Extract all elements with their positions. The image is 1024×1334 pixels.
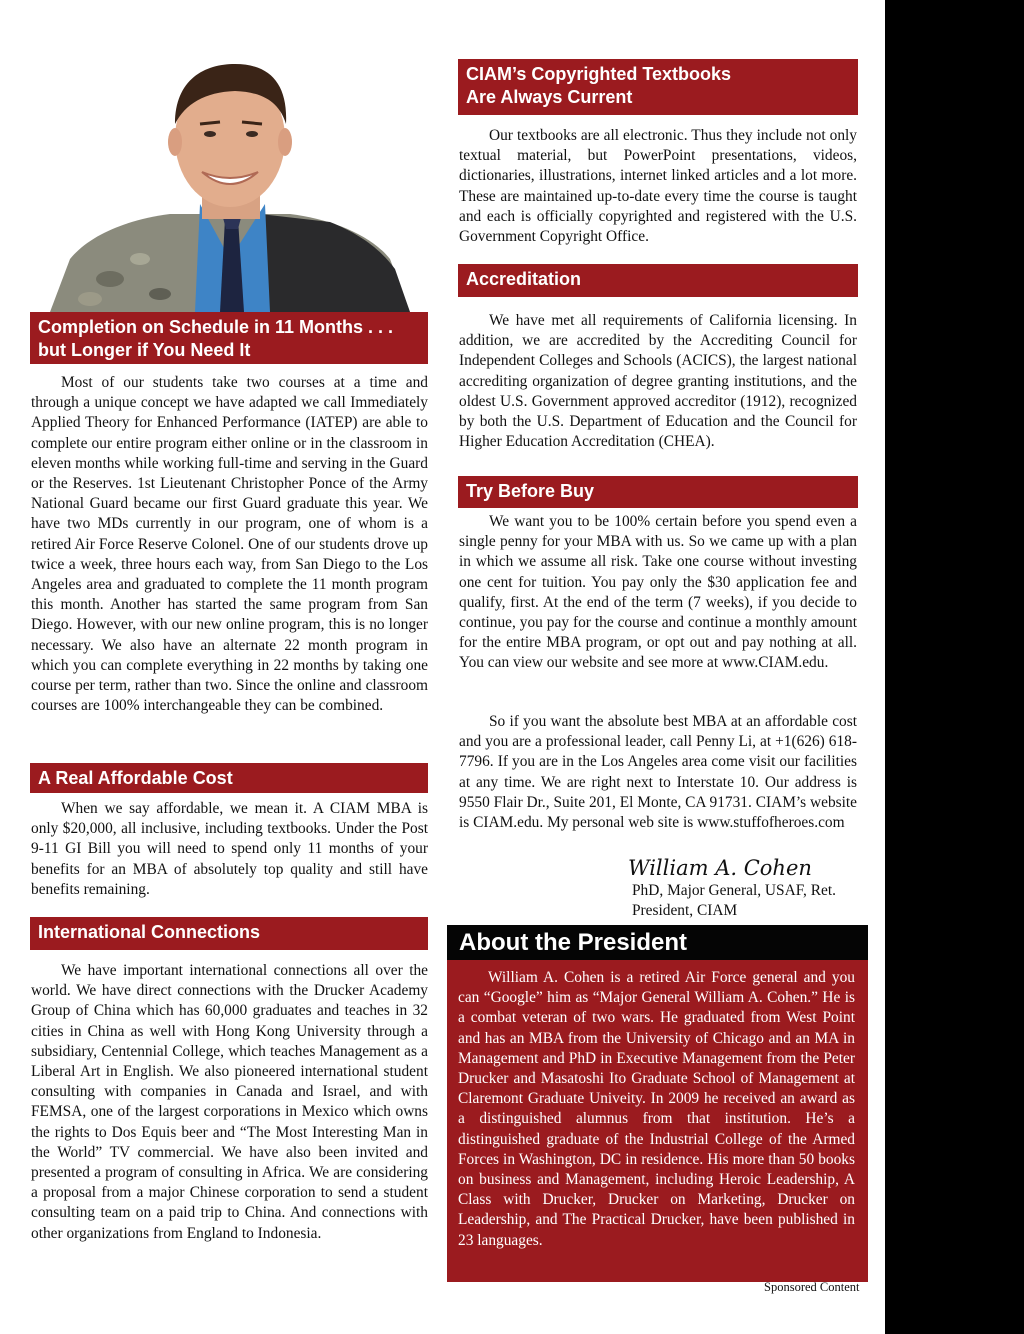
portrait-illustration (30, 44, 430, 312)
closing-paragraph: So if you want the absolute best MBA at an affordable cost and you are a professional leader, call Penny Li, at +1(626) 618-7796. If you are in the Los Angeles area come visit our facilities at any time. We are right next to Interstate 10. Our address is 9550 Flair Dr., Suite 201, El Monte, CA 91731. CIAM’s website is CIAM.edu. My personal web site is www.stuffofheroes.com (459, 713, 858, 832)
heading-line: Completion on Schedule in 11 Months . . . (38, 317, 394, 337)
signature-title: PhD, Major General, USAF, Ret. (632, 882, 836, 899)
president-photo (30, 44, 430, 312)
accreditation-paragraph: We have met all requirements of California licensing. In addition, we are accredited by the Accrediting Council for Independent Colleges and Schools (ACICS), the largest national accrediting organization of degree granting institutions, and the oldest U.S. Government approved accreditor (1912), recognized by both the U.S. Department of Education and the Council for Higher Education Accreditation (CHEA). (459, 312, 857, 451)
section-heading-affordable: A Real Affordable Cost (30, 763, 428, 793)
section-heading-try-before-buy: Try Before Buy (458, 476, 858, 508)
section-heading-international: International Connections (30, 917, 428, 950)
affordable-paragraph: When we say affordable, we mean it. A CIAM MBA is only $20,000, all inclusive, including textbooks. Under the Post 9-11 GI Bill you will need to spend only 11 months of your benefits for an MBA of absolutely top quality and still have benefits remaining. (31, 800, 428, 898)
section-heading-president: About the President (447, 925, 868, 962)
completion-paragraph: Most of our students take two courses at a time and through a unique concept we have adapted we call Immediately Applied Theory for Enhanced Performance (IATEP) are able to complete our entire program either online or in the classroom in eleven months while working full-time and serving in the Guard or the Reserves. 1st Lieutenant Christopher Ponce of the Army National Guard became our first Guard graduate this year. We have two MDs currently in our program, one of whom is a retired Air Force Reserve Colonel. One of our students drove up twice a week, three hours each way, from San Diego to the Los Angeles area and graduated to complete the 11 month program this month. Another has started the same program from San Diego. However, with our new online program, this is no longer necessary. We also have an alternate 22 month program in which you can complete everything in 22 months by taking one course per term, rather than two. Since the online and classroom courses are 100% interchangeable they can be combined. (31, 374, 428, 715)
heading-line: but Longer if You Need It (38, 340, 251, 360)
section-heading-accreditation: Accreditation (458, 264, 858, 297)
signature-position: President, CIAM (632, 902, 738, 919)
heading-line: CIAM’s Copyrighted Textbooks (466, 64, 732, 84)
president-paragraph: William A. Cohen is a retired Air Force general and you can “Google” him as “Major General William A. Cohen.” He is a combat veteran of two wars. He graduated from West Point and has an MBA from the University of Chicago and an MA in Management and PhD in Executive Management from the Peter Drucker and Masatoshi Ito Graduate School of Management at Claremont Graduate Univeity. In 2009 he received an award as a distinguished alumnus from that institution. He’s a distinguished graduate of the Industrial College of the Armed Forces in Washington, DC in residence. His more than 50 books on business and Management, including Heroic Leadership, A Class with Drucker, Drucker on Marketing, Drucker on Leadership, and The Practical Drucker, have been published in 23 languages. (458, 969, 855, 1249)
page-edge-bar (885, 0, 1024, 1334)
heading-line: Are Always Current (466, 87, 633, 107)
try-before-buy-paragraph: We want you to be 100% certain before you spend even a single penny for your MBA with us. So we came up with a plan in which we assume all risk. Take one course without investing one cent for tuition. You pay only the $30 application fee and qualify, first. At the end of the term (7 weeks), if you decide to continue, you pay for the course and continue a monthly amount for the entire MBA program, or opt out and pay nothing at all. You can view our website and see more at www.CIAM.edu. (459, 513, 857, 672)
international-paragraph: We have important international connections all over the world. We have direct connections with the Drucker Academy Group of China which has 60,000 graduates and teaches in 32 cities in China as well with Hong Kong University through a subsidiary, Centennial College, which teaches Management as a Liberal Art in English. We also pioneered international student consulting with companies in Canada and Israel, and with FEMSA, one of the largest corporations in Mexico which owns the rights to Dos Equis beer and “The Most Interesting Man in the World” TV commercial. We have also been invited and presented a program of consulting in Africa. We are considering a proposal from a major Chinese corporation to send a student consulting team on a paid trip to China. And connections with other organizations from England to Indonesia. (31, 962, 428, 1242)
section-heading-completion (30, 312, 428, 364)
textbooks-paragraph: Our textbooks are all electronic. Thus they include not only textual material, but PowerPoint presentations, videos, dictionaries, illustrations, internet linked articles and a lot more. These are maintained up-to-date every time the course is taught and each is officially copyrighted and registered with the U.S. Government Copyright Office. (459, 127, 857, 246)
section-heading-textbooks (458, 59, 858, 115)
signature-name: William A. Cohen (628, 856, 812, 880)
sponsored-label: Sponsored Content (764, 1280, 860, 1294)
